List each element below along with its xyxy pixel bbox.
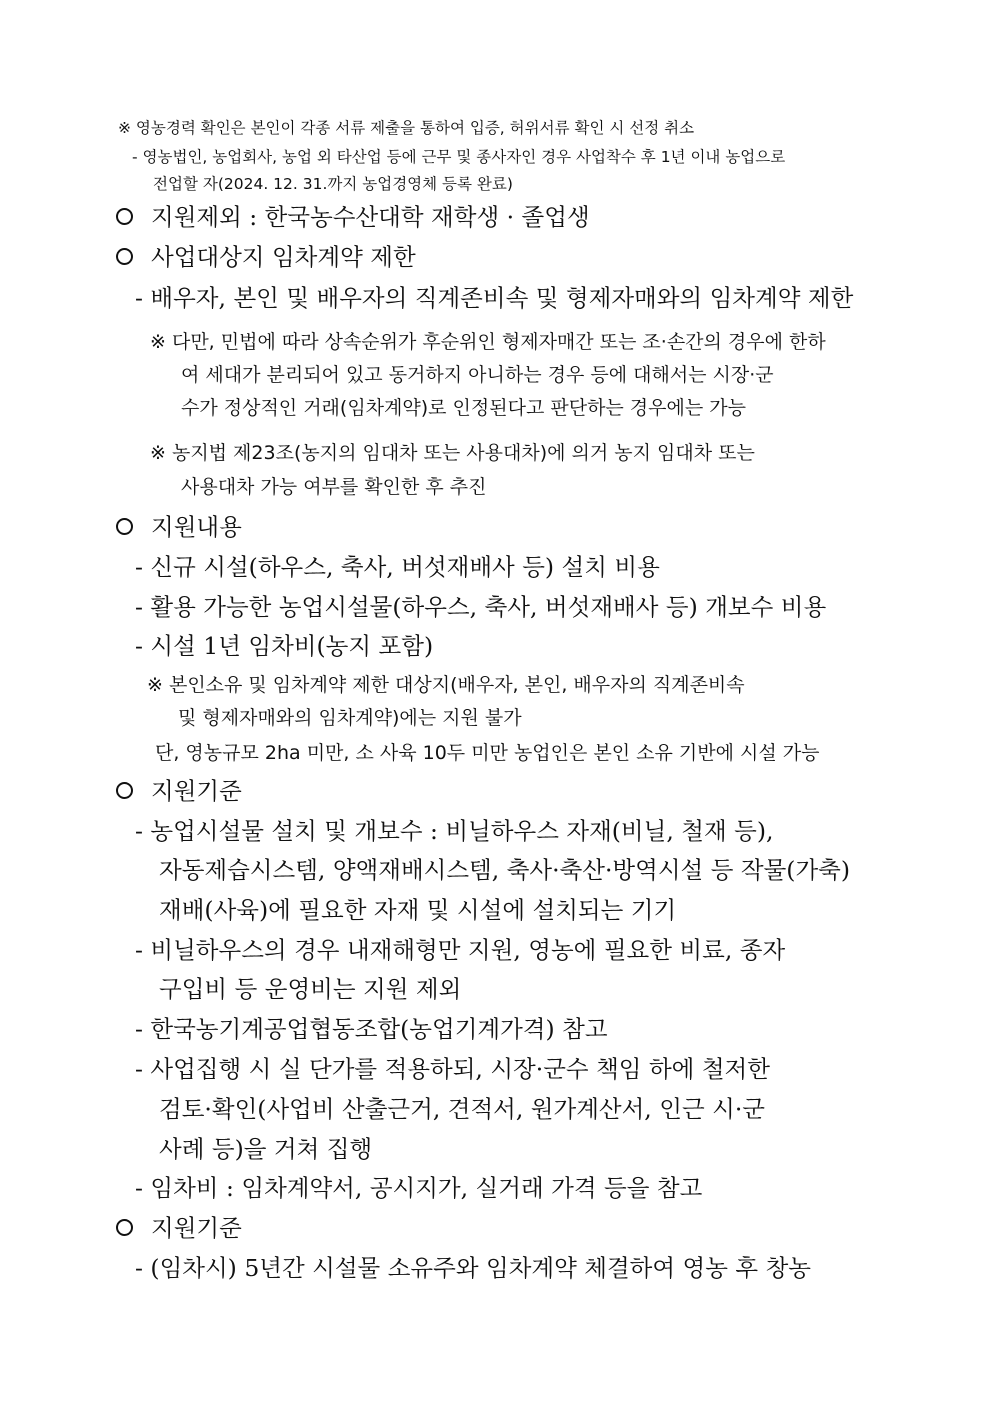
criteria-item-execution-2: 검토·확인(사업비 산출근거, 견적서, 원가계산서, 인근 시·군 <box>159 1095 765 1123</box>
content-item-new: - 신규 시설(하우스, 축사, 버섯재배사 등) 설치 비용 <box>135 553 660 581</box>
note-other-industry: - 영농법인, 농업회사, 농업 외 타산업 등에 근무 및 종사자인 경우 사업착수 후 1년 이내 농업으로 <box>132 148 786 166</box>
circle-bullet-icon <box>116 782 133 799</box>
circle-bullet-icon <box>116 208 133 225</box>
criteria-item-facility-3: 재배(사육)에 필요한 자재 및 시설에 설치되는 기기 <box>159 896 677 924</box>
content-note-3: 단, 영농규모 2ha 미만, 소 사육 10두 미만 농업인은 본인 소유 기반에 시설 가능 <box>155 742 820 764</box>
section-exclusion <box>116 203 590 231</box>
lease-note-farmland-1: ※ 농지법 제23조(농지의 임대차 또는 사용대차)에 의거 농지 임대차 또는 <box>150 442 755 464</box>
lease-note-farmland-2: 사용대차 가능 여부를 확인한 후 추진 <box>181 476 487 498</box>
content-note-1: ※ 본인소유 및 임차계약 제한 대상지(배우자, 본인, 배우자의 직계존비속 <box>147 674 745 696</box>
content-note-2: 및 형제자매와의 임차계약)에는 지원 불가 <box>178 707 522 729</box>
criteria-item-facility-2: 자동제습시스템, 양액재배시스템, 축사·축산·방역시설 등 작물(가축) <box>159 856 851 884</box>
section-criteria2-title <box>116 1214 242 1242</box>
criteria-item-facility-1: - 농업시설물 설치 및 개보수 : 비닐하우스 자재(비닐, 철재 등), <box>135 817 774 845</box>
criteria-item-vinyl-1: - 비닐하우스의 경우 내재해형만 지원, 영농에 필요한 비료, 종자 <box>135 936 786 964</box>
criteria-item-rent: - 임차비 : 임차계약서, 공시지가, 실거래 가격 등을 참고 <box>135 1174 703 1202</box>
section-criteria-title <box>116 777 242 805</box>
criteria-item-vinyl-2: 구입비 등 운영비는 지원 제외 <box>159 975 462 1003</box>
lease-note-inheritance-3: 수가 정상적인 거래(임차계약)로 인정된다고 판단하는 경우에는 가능 <box>181 397 746 419</box>
criteria2-item-lease: - (임차시) 5년간 시설물 소유주와 임차계약 체결하여 영농 후 창농 <box>135 1254 811 1282</box>
section-lease-title <box>116 243 416 271</box>
criteria-item-machinery: - 한국농기계공업협동조합(농업기계가격) 참고 <box>135 1015 608 1043</box>
criteria-title-text: 지원기준 <box>151 777 242 805</box>
section-content-title <box>116 513 242 541</box>
circle-bullet-icon <box>116 518 133 535</box>
lease-title-text: 사업대상지 임차계약 제한 <box>151 243 416 271</box>
note-other-industry-cont: 전업할 자(2024. 12. 31.까지 농업경영체 등록 완료) <box>153 175 513 193</box>
content-item-rent: - 시설 1년 임차비(농지 포함) <box>135 632 434 660</box>
lease-item-family: - 배우자, 본인 및 배우자의 직계존비속 및 형제자매와의 임차계약 제한 <box>135 284 854 312</box>
lease-note-inheritance-2: 여 세대가 분리되어 있고 동거하지 아니하는 경우 등에 대해서는 시장·군 <box>181 364 774 386</box>
criteria-item-execution-1: - 사업집행 시 실 단가를 적용하되, 시장·군수 책임 하에 철저한 <box>135 1055 770 1083</box>
content-title-text: 지원내용 <box>151 513 242 541</box>
content-item-repair: - 활용 가능한 농업시설물(하우스, 축사, 버섯재배사 등) 개보수 비용 <box>135 593 827 621</box>
circle-bullet-icon <box>116 1219 133 1236</box>
note-career-verification: ※ 영농경력 확인은 본인이 각종 서류 제출을 통하여 입증, 허위서류 확인 시 선정 취소 <box>118 119 695 137</box>
criteria-item-execution-3: 사례 등)을 거쳐 집행 <box>159 1135 373 1163</box>
criteria2-title-text: 지원기준 <box>151 1214 242 1242</box>
exclusion-text: 지원제외 : 한국농수산대학 재학생 · 졸업생 <box>151 203 590 231</box>
circle-bullet-icon <box>116 248 133 265</box>
lease-note-inheritance-1: ※ 다만, 민법에 따라 상속순위가 후순위인 형제자매간 또는 조·손간의 경우에 한하 <box>150 331 826 353</box>
